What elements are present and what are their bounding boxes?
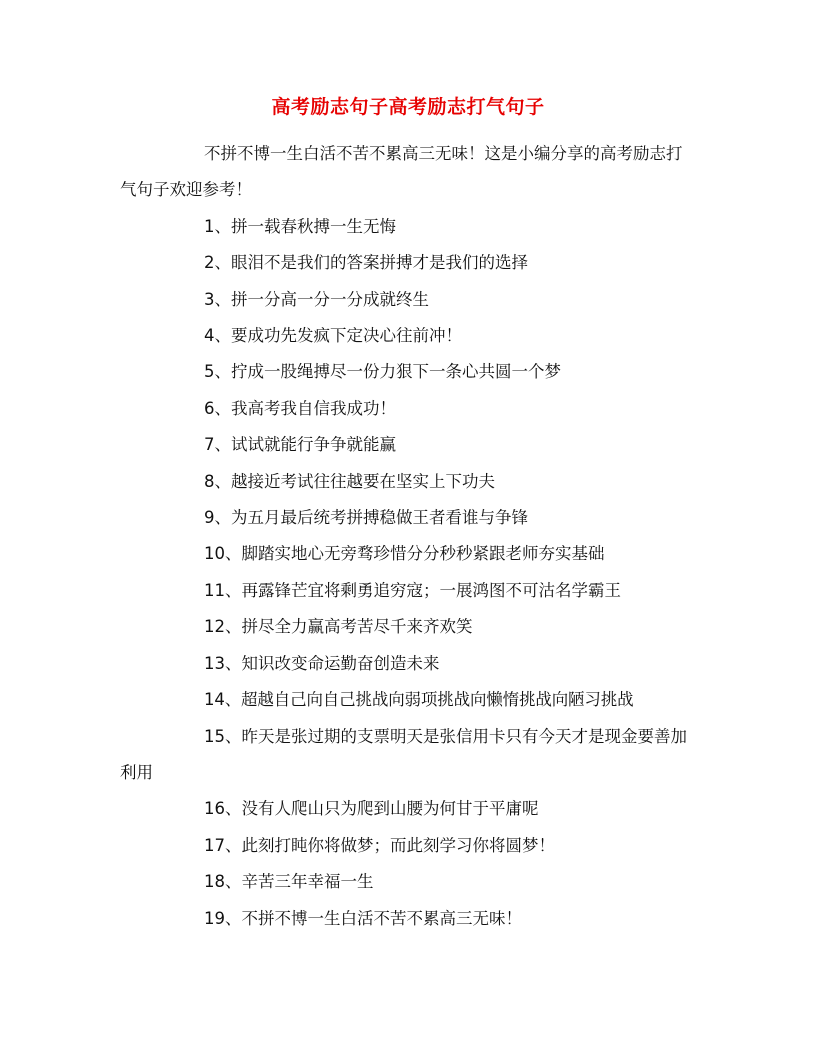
list-item: 16、没有人爬山只为爬到山腰为何甘于平庸呢 [204,799,539,819]
list-item: 11、再露锋芒宜将剩勇追穷寇；一展鸿图不可沽名学霸王 [204,580,621,600]
list-item: 5、拧成一股绳搏尽一份力狠下一条心共圆一个梦 [204,362,561,382]
list-item: 3、拼一分高一分一分成就终生 [204,289,429,309]
list-item: 10、脚踏实地心无旁骛珍惜分分秒秒紧跟老师夯实基础 [204,544,605,564]
list-item: 8、越接近考试往往越要在坚实上下功夫 [204,471,495,491]
document-body [120,136,698,937]
list-item: 14、超越自己向自己挑战向弱项挑战向懒惰挑战向陋习挑战 [204,690,634,710]
document-title: 高考励志句子高考励志打气句子 [271,96,545,118]
list-item: 1、拼一载春秋搏一生无悔 [204,216,396,236]
list-item: 9、为五月最后统考拼搏稳做王者看谁与争锋 [204,508,528,528]
list-item: 2、眼泪不是我们的答案拼搏才是我们的选择 [204,253,528,273]
list-item: 15、昨天是张过期的支票明天是张信用卡只有今天才是现金要善加利用 [120,726,687,782]
list-item: 6、我高考我自信我成功！ [204,398,396,418]
intro-paragraph: 不拼不博一生白活不苦不累高三无味！这是小编分享的高考励志打气句子欢迎参考！ [120,144,683,200]
list-item: 12、拼尽全力赢高考苦尽千来齐欢笑 [204,617,473,637]
list-item: 19、不拼不博一生白活不苦不累高三无味！ [204,908,522,928]
list-item: 4、要成功先发疯下定决心往前冲！ [204,326,462,346]
list-item: 7、试试就能行争争就能赢 [204,435,396,455]
list-item: 17、此刻打盹你将做梦；而此刻学习你将圆梦！ [204,835,555,855]
list-item: 18、辛苦三年幸福一生 [204,872,374,892]
list-item: 13、知识改变命运勤奋创造未来 [204,653,440,673]
